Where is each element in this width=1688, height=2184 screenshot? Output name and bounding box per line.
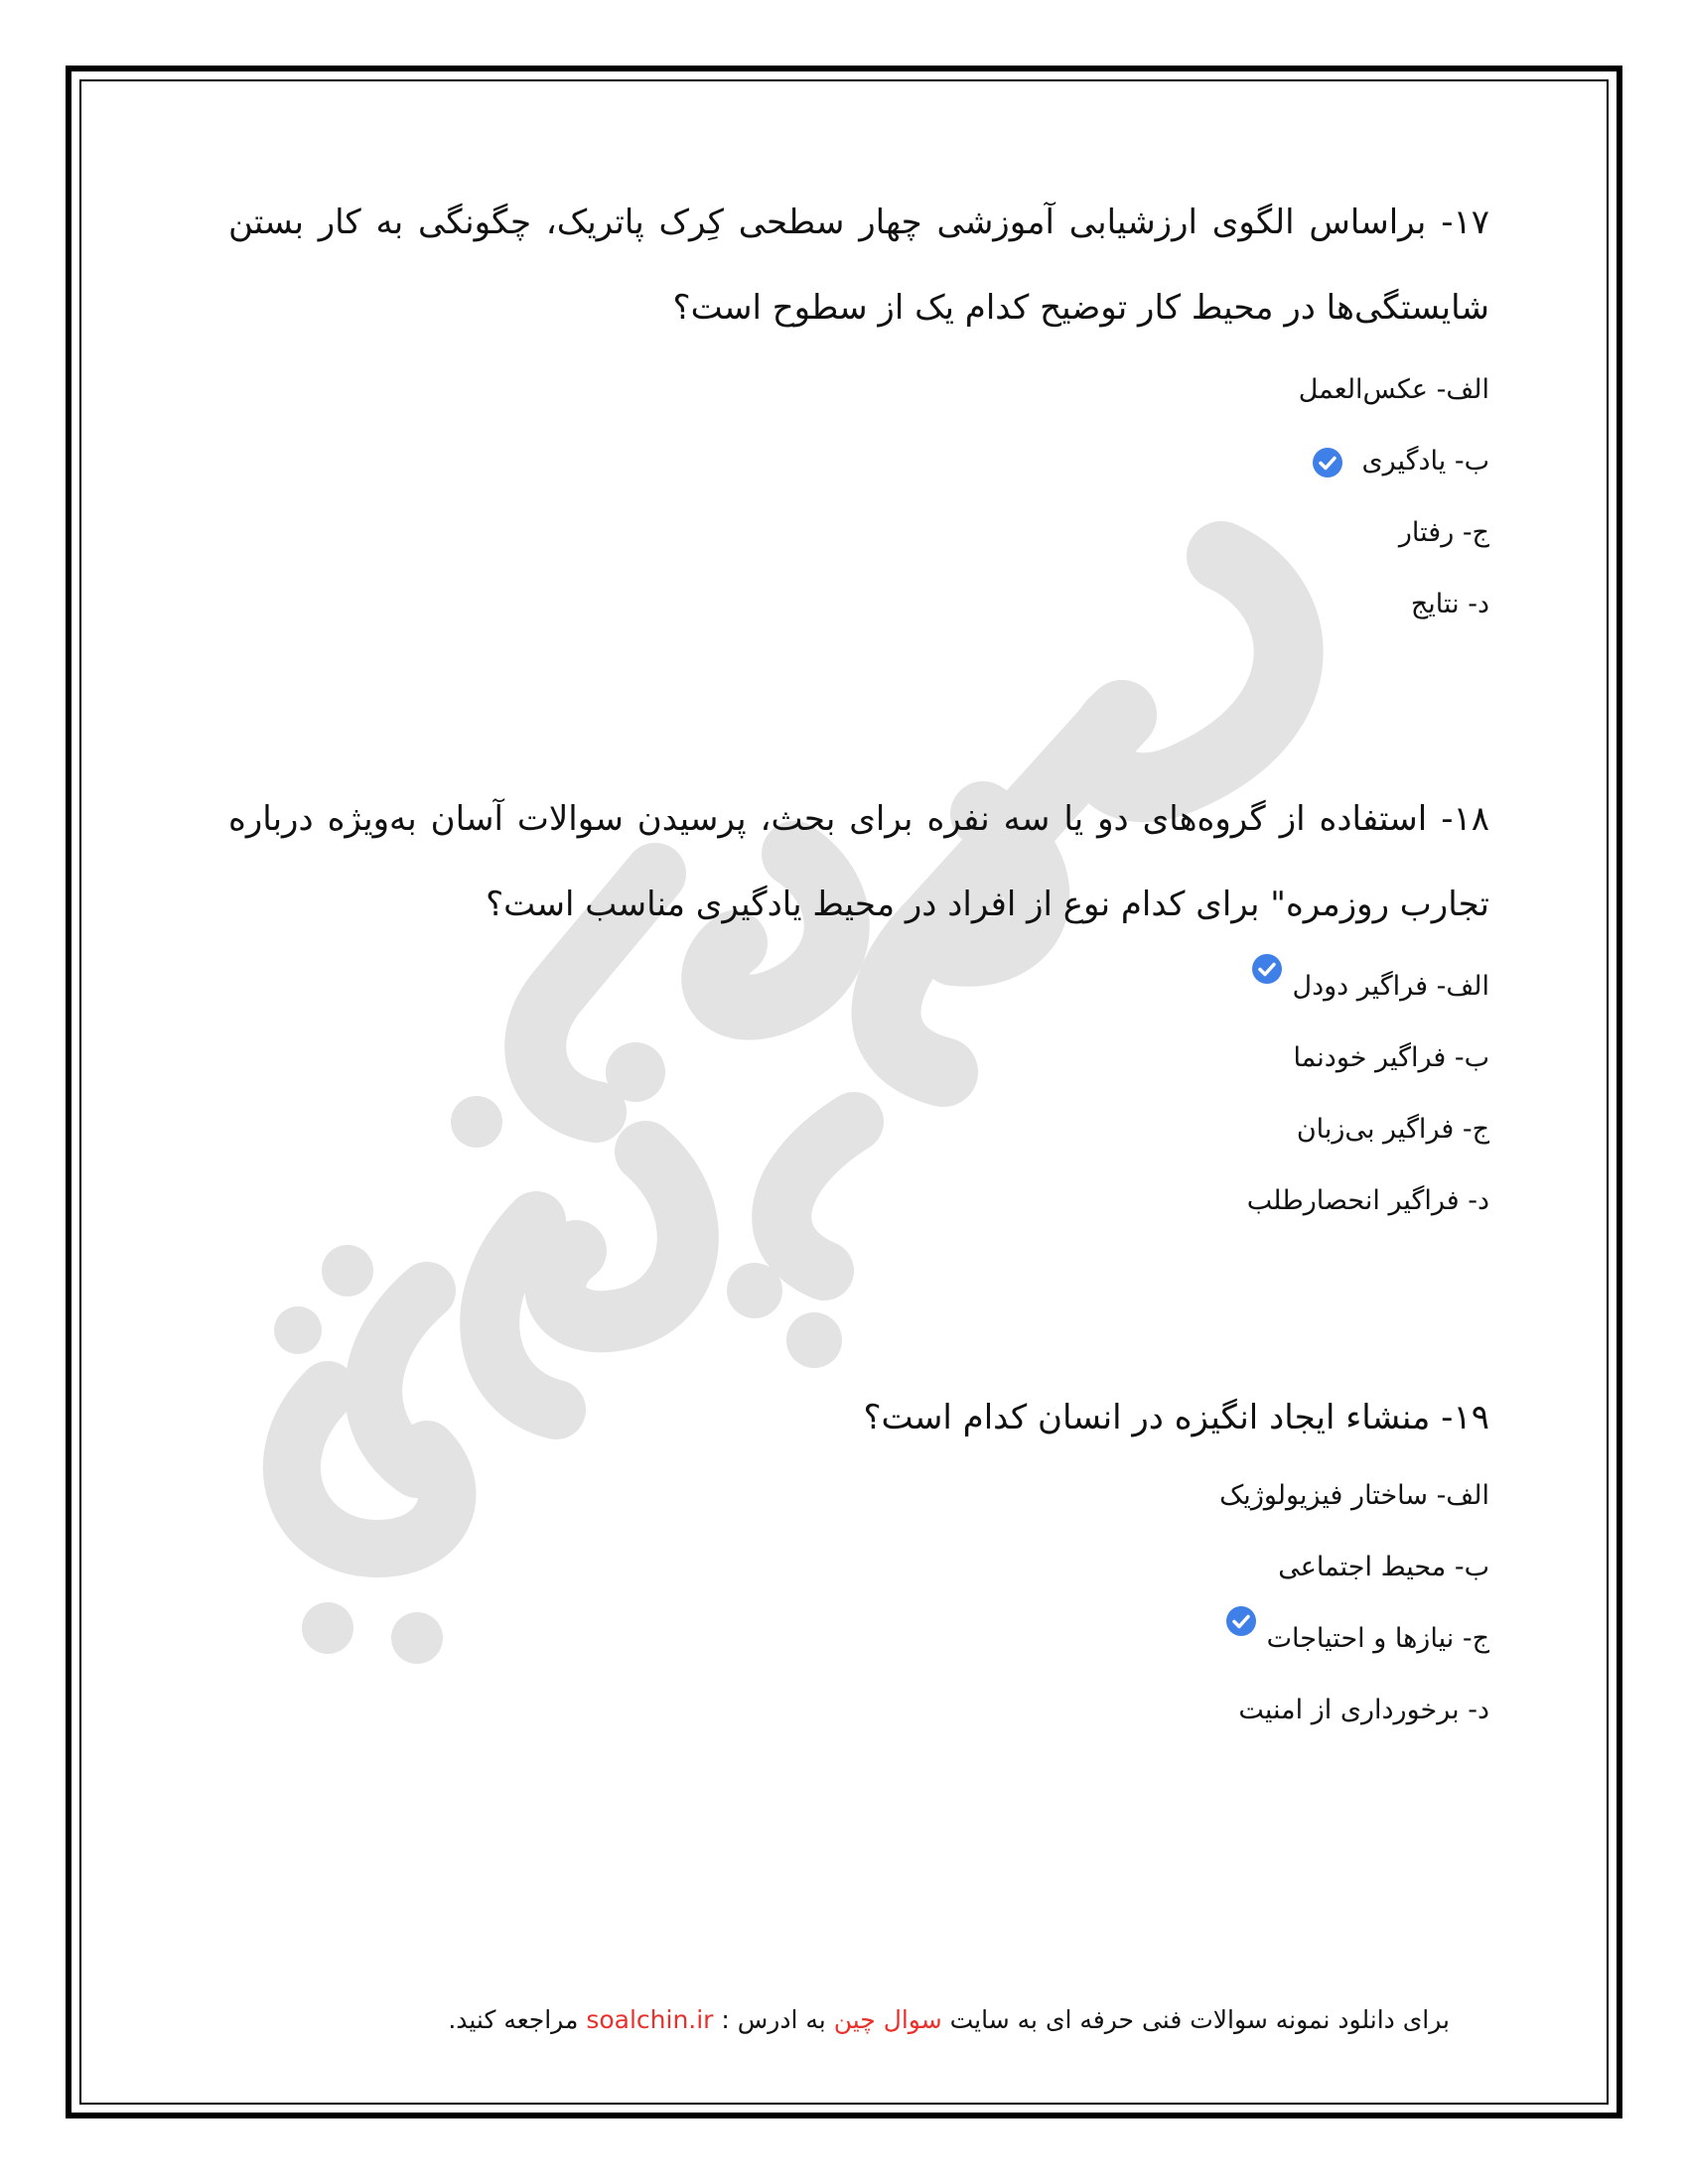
question-text: ۱۸- استفاده از گروه‌های دو یا سه نفره برای بحث، پرسیدن سوالات آسان به‌ویژه درباره تجارب روزمره" برای کدام نوع از افراد در محیط یادگیری مناسب است؟	[228, 799, 1489, 924]
options-list	[228, 951, 1489, 1237]
footer-url-link[interactable]: soalchin.ir	[586, 2005, 714, 2034]
question-text: ۱۹- منشاء ایجاد انگیزه در انسان کدام است؟	[863, 1398, 1489, 1437]
question-text: ۱۷- براساس الگوی ارزشیابی آموزشی چهار سطحی کِرک پاتریک، چگونگی به کار بستن شایستگی‌ها در محیط کار توضیح کدام یک از سطوح است؟	[228, 203, 1489, 328]
footer-suffix: مراجعه کنید.	[448, 2005, 587, 2034]
option-c[interactable]	[228, 1094, 1489, 1165]
options-list	[228, 1460, 1489, 1746]
option-b[interactable]	[228, 1532, 1489, 1603]
footer-middle: به ادرس :	[713, 2005, 834, 2034]
option-label: د- فراگیر انحصارطلب	[1246, 1185, 1489, 1216]
checkmark-icon	[1251, 953, 1283, 985]
option-label: ج- نیازها و احتیاجات	[1266, 1623, 1489, 1654]
option-label: الف- عکس‌العمل	[1298, 374, 1489, 405]
option-a[interactable]	[228, 354, 1489, 426]
options-list	[228, 354, 1489, 640]
checkmark-icon	[1312, 447, 1343, 478]
footer-note	[139, 2000, 1450, 2040]
option-label: ب- فراگیر خودنما	[1293, 1042, 1489, 1073]
footer-site-name[interactable]: سوال چین	[833, 2005, 942, 2034]
footer-prefix: برای دانلود نمونه سوالات فنی حرفه ای به سایت	[941, 2005, 1450, 2034]
option-b[interactable]	[228, 1023, 1489, 1094]
question-19	[228, 1375, 1489, 1746]
option-a[interactable]	[228, 951, 1489, 1023]
option-label: الف- فراگیر دودل	[1292, 971, 1489, 1002]
option-d[interactable]	[228, 1165, 1489, 1237]
option-d[interactable]	[228, 569, 1489, 640]
question-17	[228, 180, 1489, 640]
question-18	[228, 776, 1489, 1237]
option-label: ب- محیط اجتماعی	[1278, 1552, 1489, 1582]
option-label: ب- یادگیری	[1361, 446, 1489, 477]
option-c[interactable]	[228, 497, 1489, 569]
option-label: د- نتایج	[1410, 589, 1489, 619]
option-a[interactable]	[228, 1460, 1489, 1532]
checkmark-icon	[1225, 1605, 1257, 1637]
option-label: الف- ساختار فیزیولوژیک	[1219, 1480, 1489, 1511]
option-b[interactable]	[228, 426, 1489, 497]
option-label: ج- فراگیر بی‌زبان	[1296, 1114, 1489, 1145]
option-label: ج- رفتار	[1398, 517, 1489, 548]
option-c[interactable]	[228, 1603, 1489, 1675]
option-label: د- برخورداری از امنیت	[1238, 1695, 1489, 1725]
option-d[interactable]	[228, 1675, 1489, 1746]
